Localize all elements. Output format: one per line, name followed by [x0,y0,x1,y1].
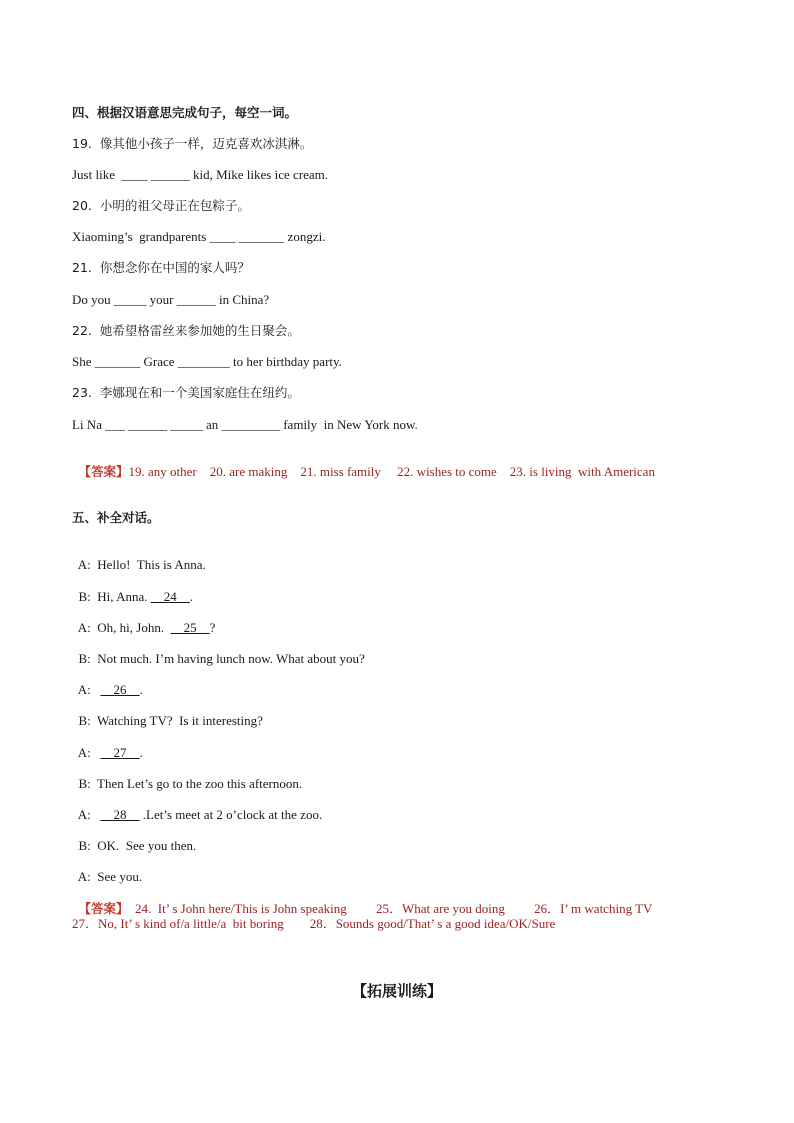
dialogue-text: B: Not much. I’m having lunch now. What about you? [78,651,365,666]
dialogue-line [72,822,196,854]
question-19-english: Just like ____ ______ kid, Mike likes ice cream. [72,167,328,182]
dialogue-text: . [189,589,193,604]
dialogue-line [72,604,215,636]
dialogue-blank-24: __24__ [150,589,190,604]
question-21-chinese: 21. 你想念你在中国的家人吗？ [72,260,250,275]
question-19-chinese: 19. 像其他小孩子一样，迈克喜欢冰淇淋。 [72,136,313,151]
dialogue-blank-28: __28__ [100,807,140,822]
dialogue-text: A: [77,745,101,760]
dialogue-blank-25: __25__ [170,620,210,635]
dialogue-text: B: Then Let’s go to the zoo this afternoon. [78,776,303,791]
dialogue-text: .Let’s meet at 2 o’clock at the zoo. [139,807,323,822]
dialogue-line [72,573,193,605]
dialogue-text: A: [77,682,101,697]
question-23-english: Li Na ___ ______ _____ an _________ family in New York now. [72,417,418,432]
dialogue-text: . [139,745,143,760]
dialogue-text: B: Watching TV? Is it interesting? [78,713,263,728]
section4-heading: 四、根据汉语意思完成句子，每空一词。 [72,105,298,120]
dialogue-blank-27: __27__ [100,745,140,760]
dialogue-text: B: Hi, Anna. [78,589,151,604]
dialogue-line [72,729,143,761]
dialogue-line [72,760,302,792]
dialogue-text: A: Hello! This is Anna. [77,557,206,572]
dialogue-blank-26: __26__ [100,682,140,697]
dialogue-text: ? [209,620,216,635]
dialogue-text: . [139,682,143,697]
section4-answer [72,448,655,480]
question-20-english: Xiaoming’s grandparents ____ _______ zongzi. [72,229,326,244]
dialogue-text: A: Oh, hi, John. [77,620,171,635]
question-22-english: She _______ Grace ________ to her birthday party. [72,354,342,369]
dialogue-line [72,635,365,667]
dialogue-text: A: See you. [77,869,143,884]
answer-tag: 【答案】 [78,901,129,916]
answer-text: 19. any other 20. are making 21. miss family 22. wishes to come 23. is living with American [128,464,655,479]
section5-answer [72,885,652,917]
extension-training-title: 【拓展训练】 [351,982,442,1000]
dialogue-text: A: [77,807,101,822]
question-23-chinese: 23. 李娜现在和一个美国家庭住在纽约。 [72,385,300,400]
dialogue-line [72,541,206,573]
answer-tag: 【答案】 [78,464,129,479]
dialogue-line [72,791,322,823]
section5-answer-continued: 27．No, It’ s kind of/a little/a bit boring 28．Sounds good/That’ s a good idea/OK/Sure [72,916,556,931]
dialogue-text: B: OK. See you then. [78,838,197,853]
question-21-english: Do you _____ your ______ in China? [72,292,270,307]
section5-heading: 五、补全对话。 [72,510,160,525]
dialogue-line [72,666,143,698]
question-20-chinese: 20. 小明的祖父母正在包粽子。 [72,198,250,213]
dialogue-line [72,853,142,885]
dialogue-line [72,697,263,729]
question-22-chinese: 22. 她希望格雷丝来参加她的生日聚会。 [72,323,300,338]
answer-text: 24. It’ s John here/This is John speaking 25．What are you doing 26．I’ m watching TV [128,901,653,916]
